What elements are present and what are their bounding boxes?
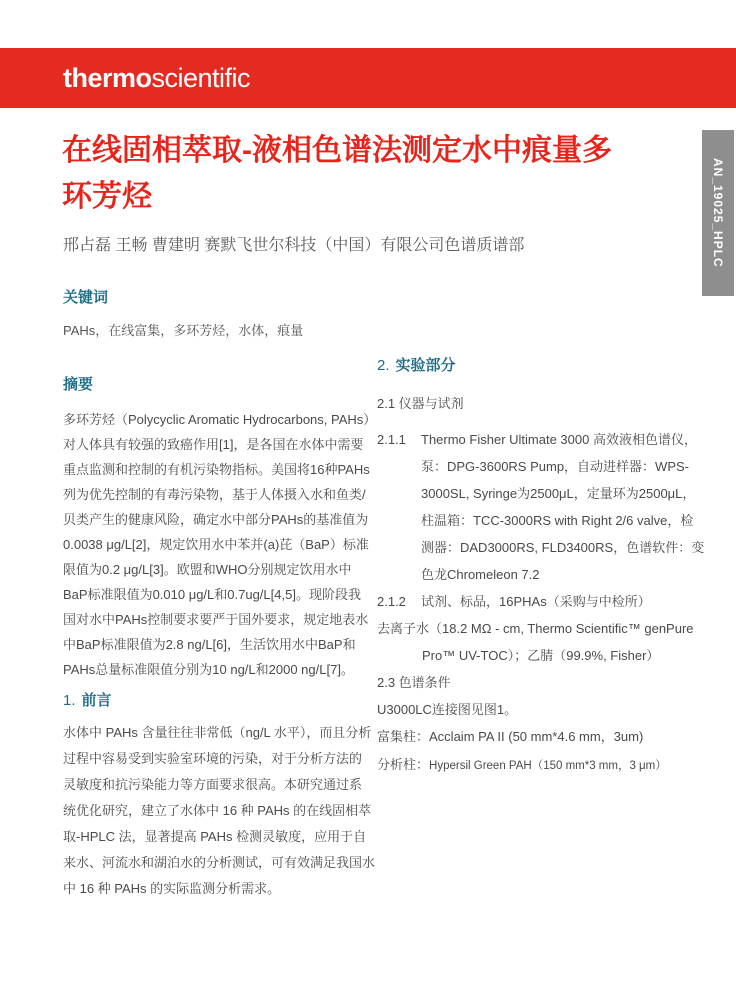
intro-line: 来水、河流水和湖泊水的分析测试，可有效满足我国水 bbox=[63, 855, 376, 870]
reagents-text: 试剂、标品，16PHAs（采购与中检所） bbox=[421, 594, 651, 609]
abstract-line: 重点监测和控制的有机污染物指标。美国将16种PAHs bbox=[63, 462, 370, 477]
keywords-heading: 关键词 bbox=[63, 289, 109, 306]
analytical-column-value: Hypersil Green PAH（150 mm*3 mm，3 μm） bbox=[429, 760, 667, 772]
logo-thermo: thermo bbox=[63, 62, 152, 93]
left-column bbox=[63, 288, 377, 902]
intro-heading bbox=[63, 691, 365, 710]
intro-line: 水体中 PAHs 含量往往非常低（ng/L 水平），而且分析 bbox=[63, 725, 372, 740]
abstract-line: 中BaP标准限值为2.8 ng/L[6]，生活饮用水中BaP和 bbox=[63, 637, 356, 652]
title-line-2: 环芳烃 bbox=[62, 180, 152, 213]
intro-line: 取-HPLC 法，显著提高 PAHs 检测灵敏度，应用于自 bbox=[63, 829, 367, 844]
abstract-line: 国对水中PAHs控制要求要严于国外要求，规定地表水 bbox=[63, 612, 369, 627]
logo-scientific: scientific bbox=[151, 62, 251, 93]
abstract-line: 对人体具有较强的致癌作用[1]，是各国在水体中需要 bbox=[63, 437, 364, 452]
intro-line: 灵敏度和抗污染能力等方面要求很高。本研究通过系 bbox=[63, 777, 363, 792]
experimental-heading-number: 2. bbox=[377, 357, 390, 374]
analytical-column-row bbox=[377, 751, 717, 780]
instrument-line: 柱温箱：TCC-3000RS with Right 2/6 valve，检 bbox=[421, 513, 694, 528]
page-title bbox=[62, 128, 682, 220]
figure-reference: U3000LC连接图见图1。 bbox=[377, 702, 518, 717]
enrichment-column-row bbox=[377, 723, 717, 751]
instrument-line: 3000SL, Syringe为2500μL，定量环为2500μL， bbox=[421, 486, 696, 501]
experimental-heading-text: 实验部分 bbox=[395, 357, 456, 374]
intro-paragraph bbox=[63, 720, 376, 902]
enrichment-column-label: 富集柱： bbox=[377, 729, 430, 744]
intro-line: 中 16 种 PAHs 的实际监测分析需求。 bbox=[63, 881, 281, 896]
experimental-heading bbox=[377, 356, 717, 375]
abstract-line: 0.0038 μg/L[2]，规定饮用水中苯并(a)芘（BaP）标准 bbox=[63, 537, 369, 552]
intro-line: 过程中容易受到实验室环境的污染，对于分析方法的 bbox=[63, 751, 363, 766]
authors-line: 邢占磊 王畅 曹建明 赛默飞世尔科技（中国）有限公司色谱质谱部 bbox=[63, 237, 525, 254]
abstract-line: 限值为0.2 μg/L[3]。欧盟和WHO分别规定饮用水中 bbox=[63, 562, 352, 577]
analytical-column-label: 分析柱： bbox=[377, 757, 430, 772]
thermo-scientific-logo bbox=[63, 63, 250, 94]
abstract-line: BaP标准限值为0.010 μg/L和0.7ug/L[4,5]。现阶段我 bbox=[63, 587, 361, 602]
abstract-line: 贝类产生的健康风险，确定水中部分PAHs的基准值为 bbox=[63, 512, 369, 527]
header-bar bbox=[0, 48, 736, 108]
instrument-line: 色龙Chromeleon 7.2 bbox=[421, 567, 540, 582]
instrument-line: 泵：DPG-3600RS Pump，自动进样器：WPS- bbox=[421, 459, 689, 474]
abstract-line: 多环芳烃（Polycyclic Aromatic Hydrocarbons, PAHs） bbox=[63, 412, 377, 427]
instrument-line: Thermo Fisher Ultimate 3000 高效液相色谱仪， bbox=[421, 432, 697, 447]
intro-heading-text: 前言 bbox=[81, 692, 112, 709]
section-2-1-2 bbox=[377, 588, 717, 615]
abstract-line: PAHs总量标准限值分别为10 ng/L和2000 ng/L[7]。 bbox=[63, 662, 354, 677]
section-2-3: 2.3 色谱条件 bbox=[377, 675, 451, 690]
enrichment-column-value: Acclaim PA II (50 mm*4.6 mm，3um) bbox=[429, 729, 644, 744]
right-column bbox=[377, 356, 717, 780]
abstract-heading: 摘要 bbox=[63, 376, 94, 393]
water-spec-line-2: Pro™ UV-TOC）；乙腈（99.9%, Fisher） bbox=[422, 648, 660, 663]
section-2-1: 2.1 仪器与试剂 bbox=[377, 396, 464, 411]
intro-line: 统优化研究，建立了水体中 16 种 PAHs 的在线固相萃 bbox=[63, 803, 372, 818]
water-spec-line-1: 去离子水（18.2 MΩ - cm, Thermo Scientific™ genPure bbox=[377, 621, 694, 636]
section-2-1-1-number: 2.1.1 bbox=[377, 432, 406, 447]
title-line-1: 在线固相萃取-液相色谱法测定水中痕量多 bbox=[62, 134, 612, 167]
intro-heading-number: 1. bbox=[63, 692, 76, 709]
keywords-text: PAHs，在线富集，多环芳烃，水体，痕量 bbox=[63, 323, 304, 338]
instrument-line: 测器：DAD3000RS, FLD3400RS，色谱软件：变 bbox=[421, 540, 705, 555]
abstract-paragraph bbox=[63, 407, 377, 682]
section-2-1-2-number: 2.1.2 bbox=[377, 594, 406, 609]
document-id-tab: AN_19025_HPLC bbox=[702, 130, 734, 296]
section-2-1-1 bbox=[377, 426, 717, 588]
abstract-line: 列为优先控制的有毒污染物，基于人体摄入水和鱼类/ bbox=[63, 487, 366, 502]
